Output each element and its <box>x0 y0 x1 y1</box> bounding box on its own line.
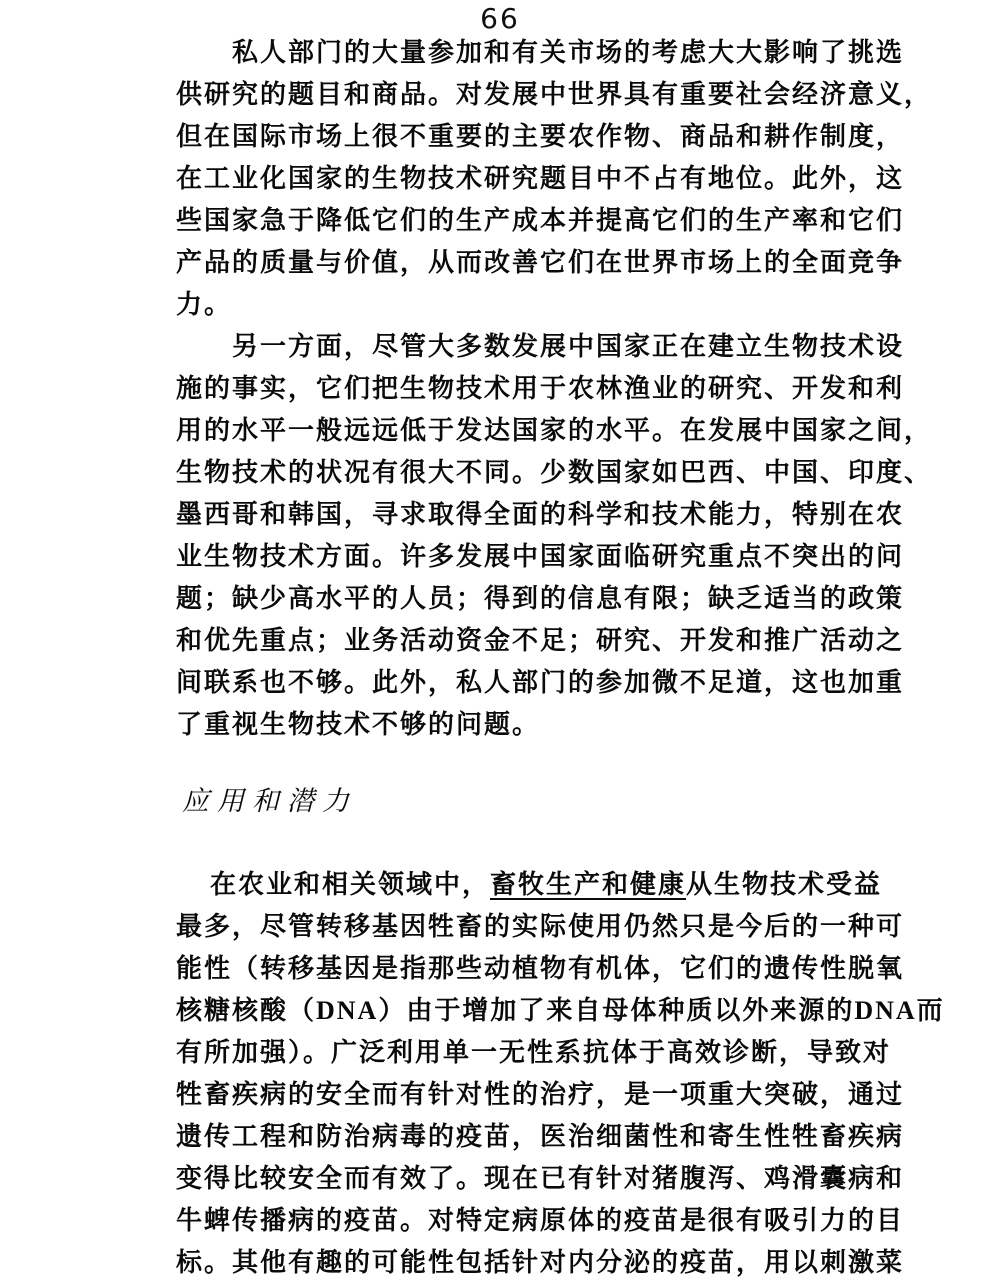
text-line: 核糖核酸（DNA）由于增加了来自母体种质以外来源的DNA而 <box>176 996 945 1025</box>
text-line: 用的水平一般远远低于发达国家的水平。在发展中国家之间， <box>176 416 933 445</box>
text-line: 产品的质量与价值，从而改善它们在世界市场上的全面竞争 <box>176 248 905 277</box>
text-line <box>176 864 891 906</box>
paragraph-2 <box>176 326 933 746</box>
underlined-term: 畜牧生产和健康 <box>490 870 687 899</box>
text-segment: 在农业和相关领域中， <box>210 870 491 899</box>
paragraph-1 <box>176 32 933 326</box>
text-segment: 从生物技术受益 <box>686 870 883 899</box>
text-line: 变得比较安全而有效了。现在已有针对猪腹泻、鸡滑囊病和 <box>176 1164 905 1193</box>
text-line: 题；缺少高水平的人员；得到的信息有限；缺乏适当的政策 <box>176 584 905 613</box>
text-line: 私人部门的大量参加和有关市场的考虑大大影响了挑选 <box>232 38 905 67</box>
text-line: 牛蜱传播病的疫苗。对特定病原体的疫苗是很有吸引力的目 <box>176 1206 905 1235</box>
text-line: 墨西哥和韩国，寻求取得全面的科学和技术能力，特别在农 <box>176 500 905 529</box>
text-line: 但在国际市场上很不重要的主要农作物、商品和耕作制度， <box>176 122 905 151</box>
text-line: 标。其他有趣的可能性包括针对内分泌的疫苗，用以刺激菜 <box>176 1248 905 1277</box>
text-line: 牲畜疾病的安全而有针对性的治疗，是一项重大突破，通过 <box>176 1080 905 1109</box>
section-heading: 应用和潜力 <box>182 786 357 816</box>
text-line: 和优先重点；业务活动资金不足；研究、开发和推广活动之 <box>176 626 905 655</box>
text-line: 遗传工程和防治病毒的疫苗，医治细菌性和寄生性牲畜疾病 <box>176 1122 905 1151</box>
text-line: 了重视生物技术不够的问题。 <box>176 710 541 739</box>
page-number: 66 <box>480 2 520 35</box>
paragraph-3 <box>176 864 945 1284</box>
text-line: 业生物技术方面。许多发展中国家面临研究重点不突出的问 <box>176 542 905 571</box>
text-line: 有所加强）。广泛利用单一无性系抗体于高效诊断，导致对 <box>176 1038 892 1067</box>
text-line: 施的事实，它们把生物技术用于农林渔业的研究、开发和利 <box>176 374 905 403</box>
text-line: 间联系也不够。此外，私人部门的参加微不足道，这也加重 <box>176 668 905 697</box>
text-line: 供研究的题目和商品。对发展中世界具有重要社会经济意义， <box>176 80 933 109</box>
text-line: 另一方面，尽管大多数发展中国家正在建立生物技术设 <box>232 332 905 361</box>
text-line: 在工业化国家的生物技术研究题目中不占有地位。此外，这 <box>176 164 905 193</box>
text-line: 最多，尽管转移基因牲畜的实际使用仍然只是今后的一种可 <box>176 912 905 941</box>
text-line: 生物技术的状况有很大不同。少数国家如巴西、中国、印度、 <box>176 458 933 487</box>
text-line: 能性（转移基因是指那些动植物有机体，它们的遗传性脱氧 <box>176 954 905 983</box>
text-line: 些国家急于降低它们的生产成本并提高它们的生产率和它们 <box>176 206 905 235</box>
text-line: 力。 <box>176 290 233 319</box>
